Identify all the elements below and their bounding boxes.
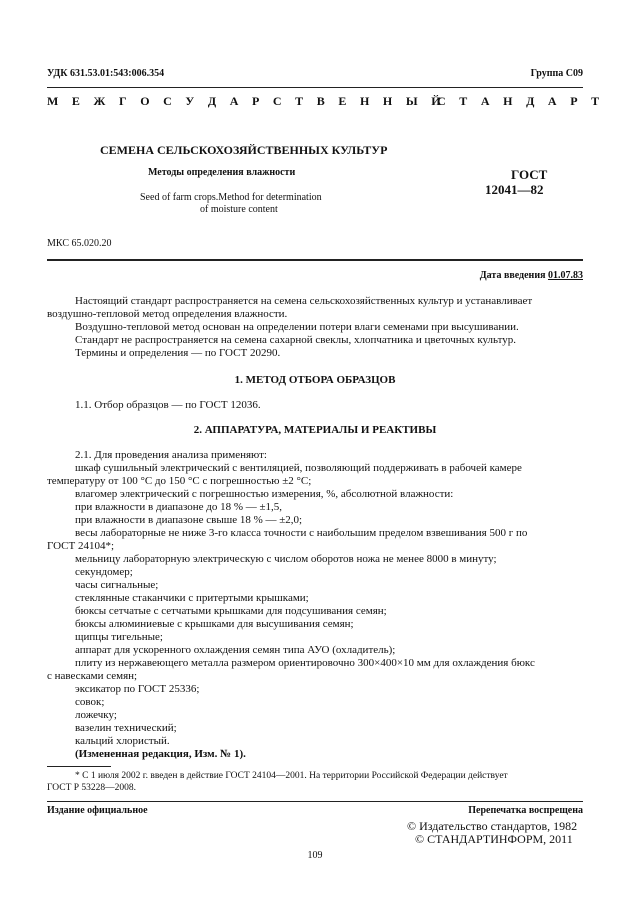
- equipment-line: аппарат для ускоренного охлаждения семян типа АУО (охладитель);: [75, 644, 396, 656]
- document-title: СЕМЕНА СЕЛЬСКОХОЗЯЙСТВЕННЫХ КУЛЬТУР: [100, 143, 388, 157]
- equipment-line: 2.1. Для проведения анализа применяют:: [75, 449, 267, 461]
- banner-standard: С Т А Н Д А Р Т: [437, 94, 605, 108]
- document-subtitle: Методы определения влажности: [148, 167, 296, 178]
- equipment-line: щипцы тигельные;: [75, 631, 163, 643]
- intro-line: Стандарт не распространяется на семена сахарной свеклы, хлопчатника и цветочных культур.: [75, 334, 517, 346]
- equipment-line: плиту из нержавеющего металла размером ориентировочно 300×400×10 мм для охлаждения бюкс: [75, 657, 535, 669]
- footnote-line2: ГОСТ Р 53228—2008.: [47, 783, 137, 793]
- copyright-publisher: © Издательство стандартов, 1982: [407, 819, 578, 833]
- equipment-line: часы сигнальные;: [75, 579, 159, 591]
- english-title-line2: of moisture content: [200, 204, 278, 215]
- section2-heading: 2. АППАРАТУРА, МАТЕРИАЛЫ И РЕАКТИВЫ: [193, 424, 437, 436]
- equipment-line: эксикатор по ГОСТ 25336;: [75, 683, 200, 695]
- official-edition: Издание официальное: [47, 805, 148, 816]
- intro-line: Термины и определения — по ГОСТ 20290.: [75, 347, 281, 359]
- mks-code: МКС 65.020.20: [47, 238, 112, 249]
- equipment-line: с навесками семян;: [47, 670, 138, 682]
- section1-text: 1.1. Отбор образцов — по ГОСТ 12036.: [75, 399, 261, 411]
- group-code: Группа С09: [530, 68, 583, 79]
- footnote-line1: * С 1 июля 2002 г. введен в действие ГОСТ 24104—2001. На территории Российской Федерации действует: [75, 771, 508, 781]
- equipment-line: при влажности в диапазоне свыше 18 % — ±2,0;: [75, 514, 303, 526]
- equipment-line: при влажности в диапазоне до 18 % — ±1,5,: [75, 501, 283, 513]
- thick-divider: [47, 259, 583, 261]
- footnote-divider: [47, 766, 111, 767]
- equipment-line: ложечку;: [75, 709, 117, 721]
- gost-label: ГОСТ: [511, 167, 548, 182]
- intro-date: [480, 270, 583, 281]
- equipment-line: секундомер;: [75, 566, 133, 578]
- intro-date-label: Дата введения: [479, 270, 546, 281]
- section1-heading: 1. МЕТОД ОТБОРА ОБРАЗЦОВ: [234, 374, 396, 386]
- equipment-line: бюксы сетчатые с сетчатыми крышками для подсушивания семян;: [75, 605, 387, 617]
- reprint-notice: Перепечатка воспрещена: [468, 805, 583, 816]
- intro-line: Настоящий стандарт распространяется на семена сельскохозяйственных культур и устанавливает: [75, 295, 533, 307]
- english-title-line1: Seed of farm crops.Method for determination: [140, 192, 322, 203]
- equipment-line: шкаф сушильный электрический с вентиляцией, позволяющий поддерживать в рабочей камере: [75, 462, 522, 474]
- intro-line: воздушно-тепловой метод определения влажности.: [47, 308, 288, 320]
- top-divider: [47, 87, 583, 88]
- equipment-line: ГОСТ 24104*;: [47, 540, 115, 552]
- equipment-line: влагомер электрический с погрешностью измерения, %, абсолютной влажности:: [75, 488, 454, 500]
- equipment-line: температуру от 100 °С до 150 °С с погрешностью ±2 °С;: [47, 475, 312, 487]
- gost-number: 12041—82: [485, 182, 544, 197]
- equipment-line: вазелин технический;: [75, 722, 177, 734]
- equipment-line: бюксы алюминиевые с крышками для высушивания семян;: [75, 618, 354, 630]
- equipment-line: весы лабораторные не ниже 3-го класса точности с наибольшим пределом взвешивания 500 г по: [75, 527, 528, 539]
- udk-code: УДК 631.53.01:543:006.354: [47, 68, 165, 79]
- banner-interstate: М Е Ж Г О С У Д А Р С Т В Е Н Н Ы Й: [47, 94, 446, 108]
- page-number: 109: [307, 850, 323, 861]
- intro-line: Воздушно-тепловой метод основан на определении потери влаги семенами при высушивании.: [75, 321, 519, 333]
- footer-divider: [47, 801, 583, 802]
- copyright-standartinform: © СТАНДАРТИНФОРМ, 2011: [415, 832, 573, 846]
- equipment-line: мельницу лабораторную электрическую с числом оборотов ножа не менее 8000 в минуту;: [75, 553, 497, 565]
- equipment-line: стеклянные стаканчики с притертыми крышками;: [75, 592, 309, 604]
- equipment-line: совок;: [75, 696, 105, 708]
- equipment-line: кальций хлористый.: [75, 735, 170, 747]
- intro-date-value: 01.07.83: [548, 270, 583, 281]
- amendment-note: (Измененная редакция, Изм. № 1).: [75, 748, 246, 760]
